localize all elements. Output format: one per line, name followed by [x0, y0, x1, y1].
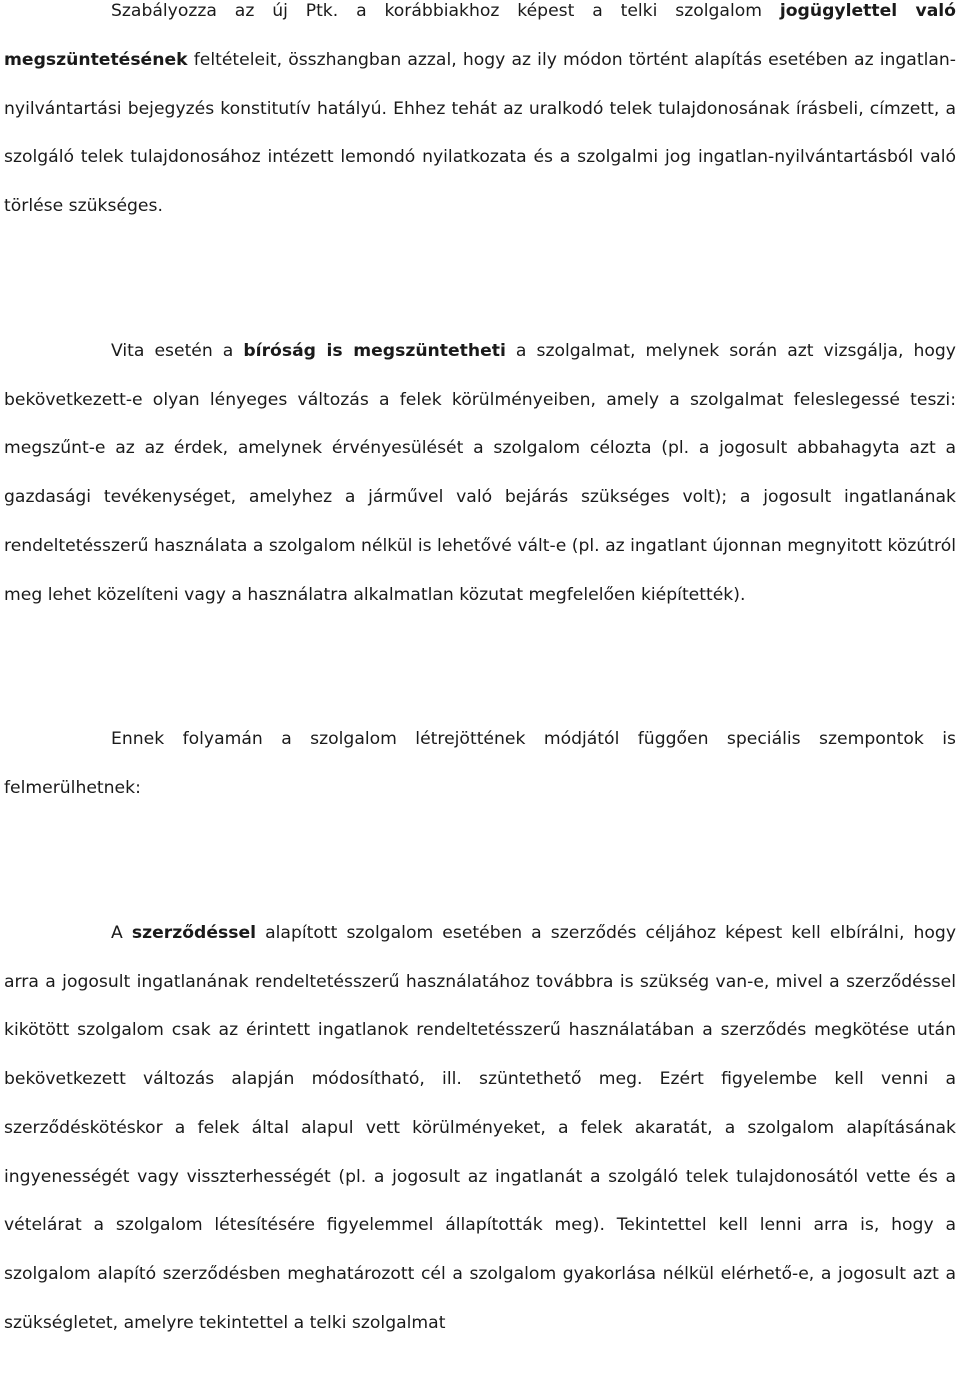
text-segment: Ennek folyamán a szolgalom létrejöttének módjától függően speciális szempontok is felmerülhetnek:	[4, 729, 956, 798]
bold-term: jogügylettel való megszüntetésének	[4, 1, 956, 70]
text-segment: Szabályozza az új Ptk. a korábbiakhoz képest a telki szolgalom	[111, 1, 780, 21]
text-segment: a szolgalmat, melynek során azt vizsgálja, hogy bekövetkezett-e olyan lényeges változás a felek körülményeiben, amely a szolgalmat feleslegessé teszi: megszűnt-e az az érdek, amelynek érvényesülését a szolgalom célozta (pl. a jogosult abbahagyta azt a gazdasági tevékenységet, amelyhez a járművel való bejárás szükséges volt); a jogosult ingatlanának rendeltetésszerű használata a szolgalom nélkül is lehetővé vált-e (pl. az ingatlant újonnan megnyitott közútról meg lehet közelíteni vagy a használatra alkalmatlan közutat megfelelően kiépítették).	[4, 340, 956, 605]
bold-term: szerződéssel	[131, 922, 257, 943]
bold-term: bíróság is megszüntetheti	[243, 340, 506, 361]
text-segment: A	[111, 922, 132, 943]
text-segment: feltételeit, összhangban azzal, hogy az ily módon történt alapítás esetében az ingatlan-nyilvántartási bejegyzés konstitutív hatályú. Ehhez tehát az uralkodó telek tulajdonosának írásbeli, címzett, a szolgáló telek tulajdonosához intézett lemondó nyilatkozata és a szolgalmi jog ingatlan-nyilvántartásból való törlése szükséges.	[4, 49, 956, 216]
paragraph-contract-servitude	[4, 909, 956, 1348]
paragraph-agreement-termination	[4, 0, 956, 231]
document-page	[4, 0, 956, 1348]
paragraph-special-aspects	[4, 715, 956, 813]
text-segment: Vita esetén a	[111, 340, 244, 361]
paragraph-court-termination	[4, 327, 956, 620]
text-segment: alapított szolgalom esetében a szerződés céljához képest kell elbírálni, hogy arra a jogosult ingatlanának rendeltetésszerű használatához továbbra is szükség van-e, mivel a szerződéssel kikötött szolgalom csak az érintett ingatlanok rendeltetésszerű használatában a szerződés megkötése után bekövetkezett változás alapján módosítható, ill. szüntethető meg. Ezért figyelembe kell venni a szerződéskötéskor a felek által alapul vett körülményeket, a felek akaratát, a szolgalom alapításának ingyenességét vagy visszterhességét (pl. a jogosult az ingatlanát a szolgáló telek tulajdonosától vette és a vételárat a szolgalom létesítésére figyelemmel állapították meg). Tekintettel kell lenni arra is, hogy a szolgalom alapító szerződésben meghatározott cél a szolgalom gyakorlása nélkül elérhető-e, a jogosult azt a szükségletet, amelyre tekintettel a telki szolgalmat	[4, 922, 956, 1333]
